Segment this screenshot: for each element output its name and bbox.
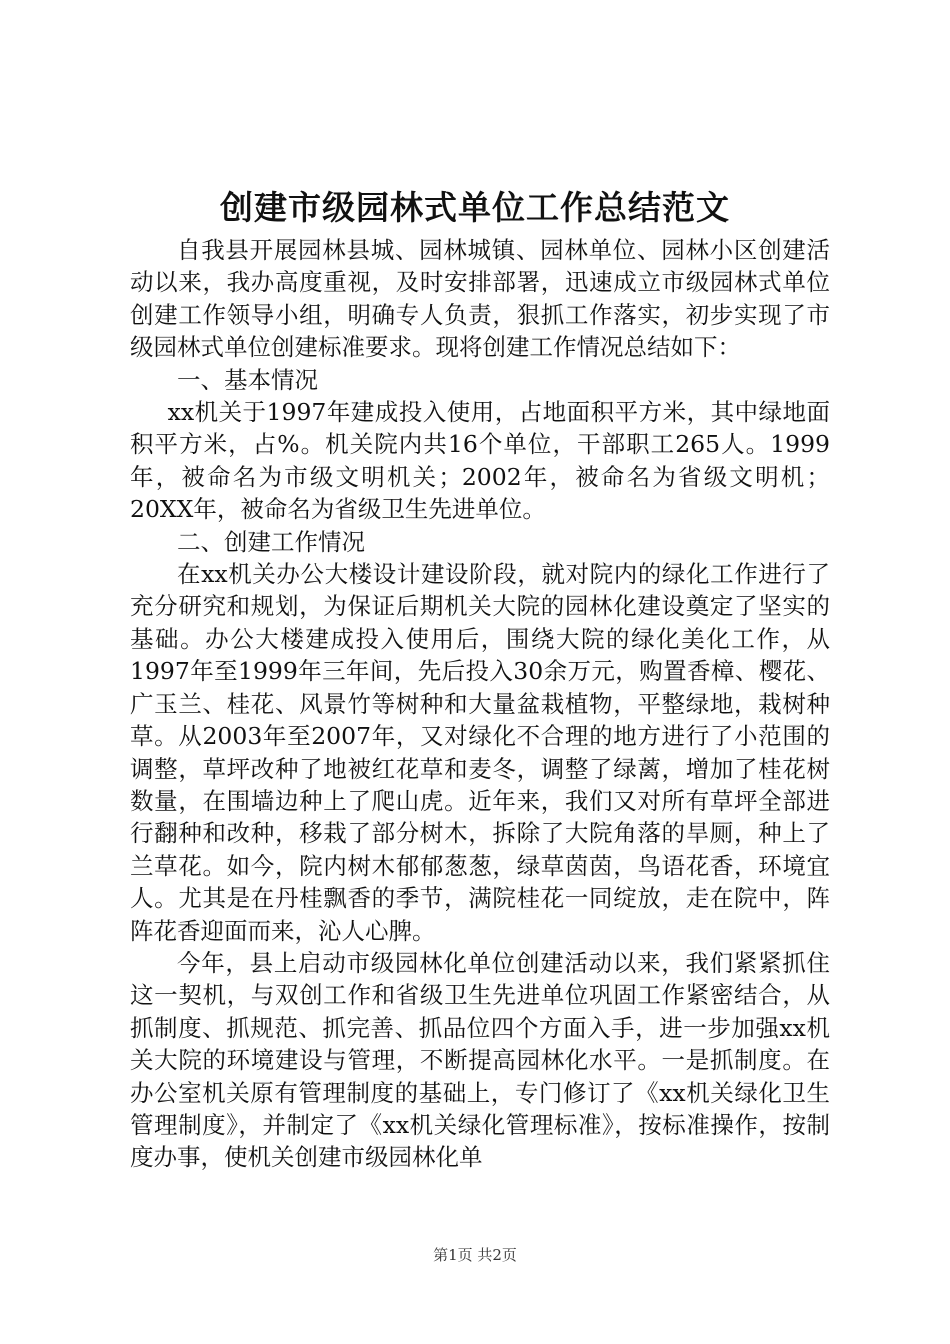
document-body [130,234,830,1174]
page-footer: 第1页 共2页 [433,1246,517,1264]
work-paragraph-2: 今年，县上启动市级园林化单位创建活动以来，我们紧紧抓住这一契机，与双创工作和省级卫生先进单位巩固工作紧密结合，从抓制度、抓规范、抓完善、抓品位四个方面入手，进一步加强xx机关大院的环境建设与管理，不断提高园林化水平。一是抓制度。在办公室机关原有管理制度的基础上，专门修订了《xx机关绿化卫生管理制度》，并制定了《xx机关绿化管理标准》，按标准操作，按制度办事，使机关创建市级园林化单 [130,948,830,1172]
section-heading-work: 二、创建工作情况 [177,527,365,556]
document-title: 创建市级园林式单位工作总结范文 [220,188,730,227]
work-paragraph-1: 在xx机关办公大楼设计建设阶段，就对院内的绿化工作进行了充分研究和规划，为保证后期机关大院的园林化建设奠定了坚实的基础。办公大楼建成投入使用后，围绕大院的绿化美化工作，从1997年至1999年三年间，先后投入30余万元，购置香樟、樱花、广玉兰、桂花、风景竹等树种和大量盆栽植物，平整绿地，栽树种草。从2003年至2007年，又对绿化不合理的地方进行了小范围的调整，草坪改种了地被红花草和麦冬，调整了绿蓠，增加了桂花树数量，在围墙边种上了爬山虎。近年来，我们又对所有草坪全部进行翻种和改种，移栽了部分树木，拆除了大院角落的旱厕，种上了兰草花。如今，院内树木郁郁葱葱，绿草茵茵，鸟语花香，环境宜人。尤其是在丹桂飘香的季节，满院桂花一同绽放，走在院中，阵阵花香迎面而来，沁人心脾。 [130,560,830,945]
intro-paragraph: 自我县开展园林县城、园林城镇、园林单位、园林小区创建活动以来，我办高度重视，及时安排部署，迅速成立市级园林式单位创建工作领导小组，明确专人负责，狠抓工作落实，初步实现了市级园林式单位创建标准要求。现将创建工作情况总结如下： [130,236,830,362]
basic-info-paragraph: xx机关于1997年建成投入使用，占地面积平方米，其中绿地面积平方米，占%。机关院内共16个单位，干部职工265人。1999年，被命名为市级文明机关；2002年，被命名为省级文明机；20XX年，被命名为省级卫生先进单位。 [130,398,830,524]
section-heading-basic: 一、基本情况 [177,365,318,394]
